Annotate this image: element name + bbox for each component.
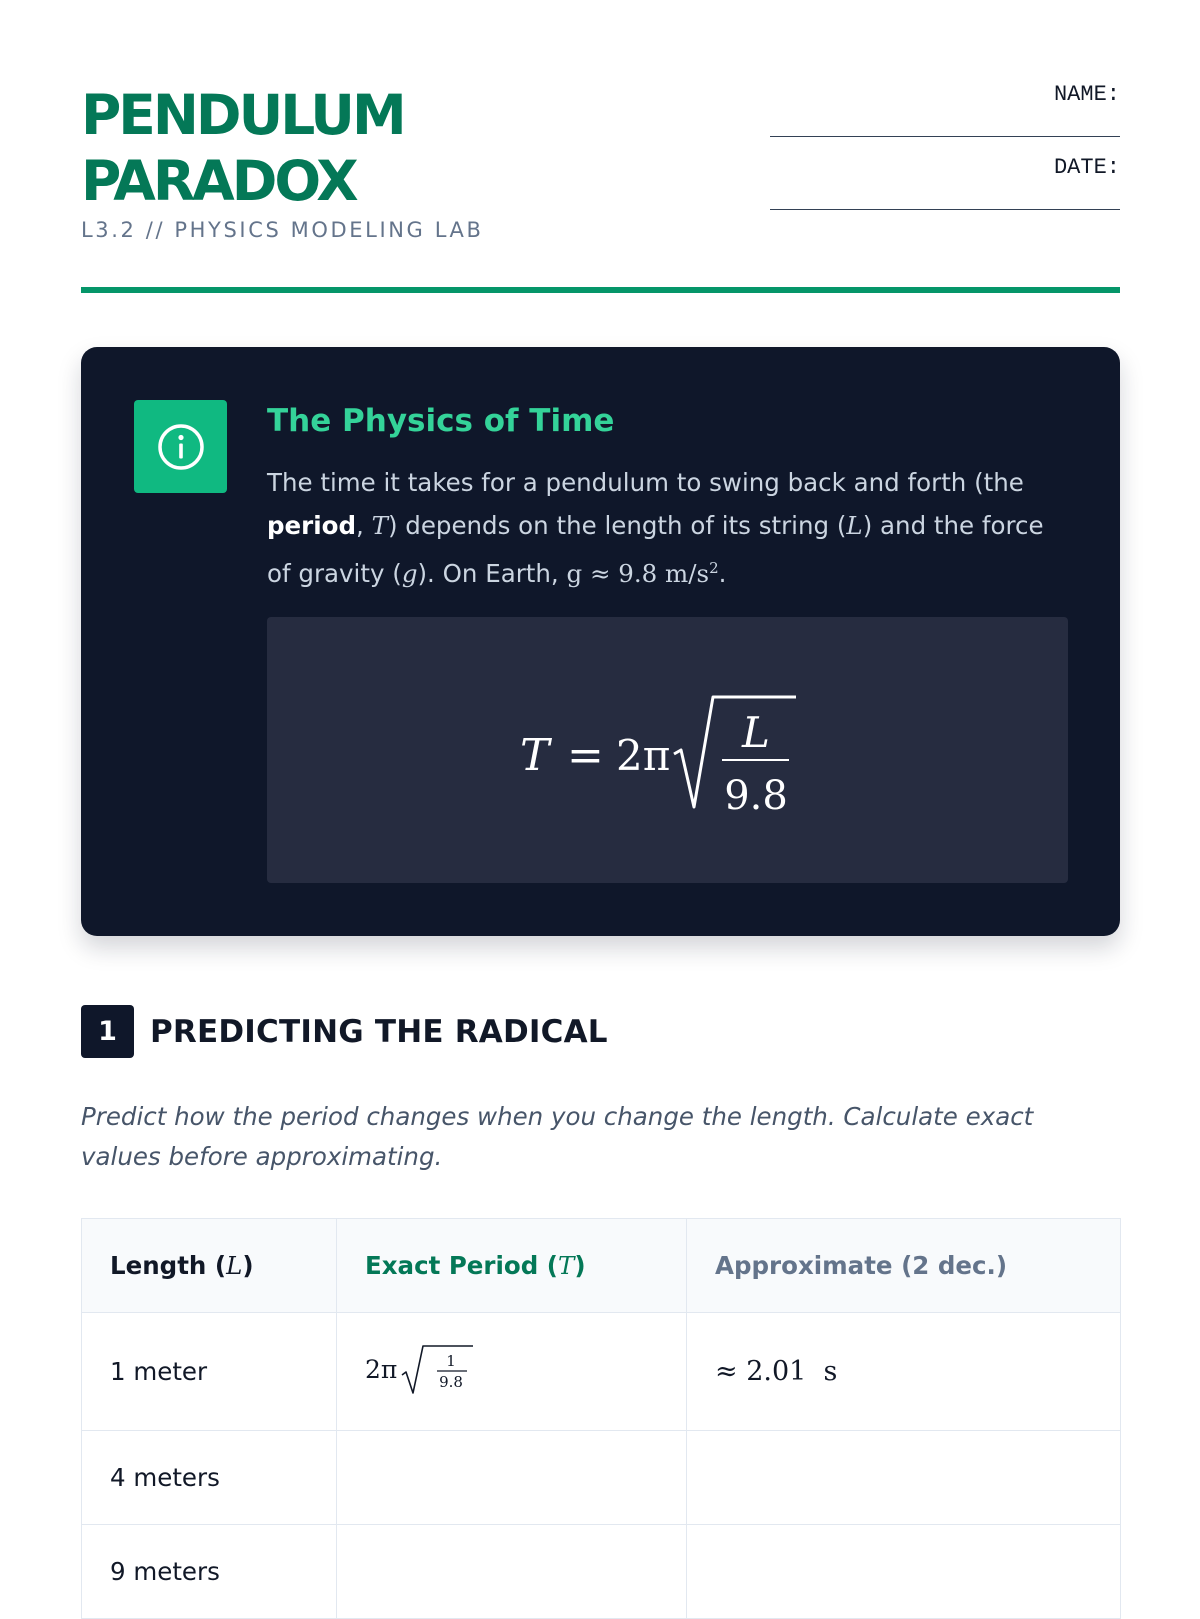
exact-period-cell[interactable] <box>337 1313 687 1431</box>
header-exact-var: T <box>558 1251 575 1280</box>
approximate-cell[interactable] <box>687 1313 1121 1431</box>
exact-period-cell[interactable] <box>337 1431 687 1525</box>
header-length-close: ) <box>242 1251 254 1280</box>
header-approximate: Approximate (2 dec.) <box>687 1219 1121 1313</box>
approximate-value: ≈ 2.01 s <box>715 1356 838 1387</box>
table-header-row <box>82 1219 1121 1313</box>
section-number-badge: 1 <box>81 1005 134 1058</box>
info-text-part-2: , <box>356 511 372 540</box>
length-cell: 9 meters <box>82 1525 337 1619</box>
date-field[interactable] <box>770 153 1120 226</box>
section-header <box>81 1005 608 1058</box>
exact-denominator: 9.8 <box>439 1372 463 1391</box>
info-text-part-4: ) and the force of gravity ( <box>267 511 1044 589</box>
worksheet-page <box>81 0 1120 1586</box>
approximate-cell[interactable] <box>687 1431 1121 1525</box>
date-label: DATE: <box>1053 155 1120 180</box>
table-row <box>82 1431 1121 1525</box>
info-card <box>81 347 1120 936</box>
page-subtitle: L3.2 // PHYSICS MODELING LAB <box>81 218 484 242</box>
name-blank-line[interactable] <box>770 136 1120 137</box>
info-text-var-t: T <box>371 511 388 540</box>
exact-period-formula <box>365 1337 495 1407</box>
period-table <box>81 1218 1121 1619</box>
header-divider <box>81 287 1120 293</box>
info-text-var-l: L <box>846 511 863 540</box>
info-text-var-g: g <box>401 559 418 589</box>
title-block <box>81 82 483 242</box>
header-length-label: Length ( <box>110 1251 227 1280</box>
header-length <box>82 1219 337 1313</box>
info-circle-icon <box>156 422 206 472</box>
length-cell: 1 meter <box>82 1313 337 1431</box>
section-instructions: Predict how the period changes when you change the length. Calculate exact values before approximating. <box>81 1102 1034 1171</box>
section-title: PREDICTING THE RADICAL <box>150 1013 608 1050</box>
length-cell: 4 meters <box>82 1431 337 1525</box>
formula-box <box>267 617 1068 883</box>
page-title-line-1: PENDULUM <box>81 83 404 147</box>
info-text-part-3: ) depends on the length of its string ( <box>387 511 847 540</box>
header-length-var: L <box>226 1251 243 1280</box>
exact-period-cell[interactable] <box>337 1525 687 1619</box>
header-exact-label: Exact Period ( <box>365 1251 558 1280</box>
table-row <box>82 1525 1121 1619</box>
info-text-squared: 2 <box>709 559 719 577</box>
table-row <box>82 1313 1121 1431</box>
info-text-period: period <box>267 511 357 540</box>
formula-denominator: 9.8 <box>724 773 788 819</box>
exact-coefficient: 2π <box>365 1354 398 1384</box>
formula-numerator: L <box>742 708 770 757</box>
worksheet-header <box>81 0 1120 295</box>
info-text-part-5: ). On Earth, <box>417 559 567 589</box>
name-field[interactable] <box>770 80 1120 153</box>
period-formula <box>267 617 1068 883</box>
header-exact-close: ) <box>574 1251 586 1280</box>
page-title-line-2: PARADOX <box>81 149 356 213</box>
date-blank-line[interactable] <box>770 209 1120 210</box>
formula-coefficient: 2π <box>616 731 671 780</box>
info-text-part-1: The time it takes for a pendulum to swing back and forth (the <box>267 468 1024 497</box>
name-label: NAME: <box>1053 82 1120 107</box>
info-badge <box>134 400 227 493</box>
formula-lhs: T <box>520 730 550 781</box>
approximate-cell[interactable] <box>687 1525 1121 1619</box>
info-card-text <box>267 461 1067 595</box>
exact-numerator: 1 <box>446 1351 456 1370</box>
formula-equals: = <box>567 730 604 781</box>
info-text-part-6: . <box>718 559 727 589</box>
info-card-title: The Physics of Time <box>267 403 615 439</box>
student-info-fields <box>770 80 1120 226</box>
info-text-gravity-value: g ≈ 9.8 m/s <box>566 559 710 589</box>
header-exact-period <box>337 1219 687 1313</box>
